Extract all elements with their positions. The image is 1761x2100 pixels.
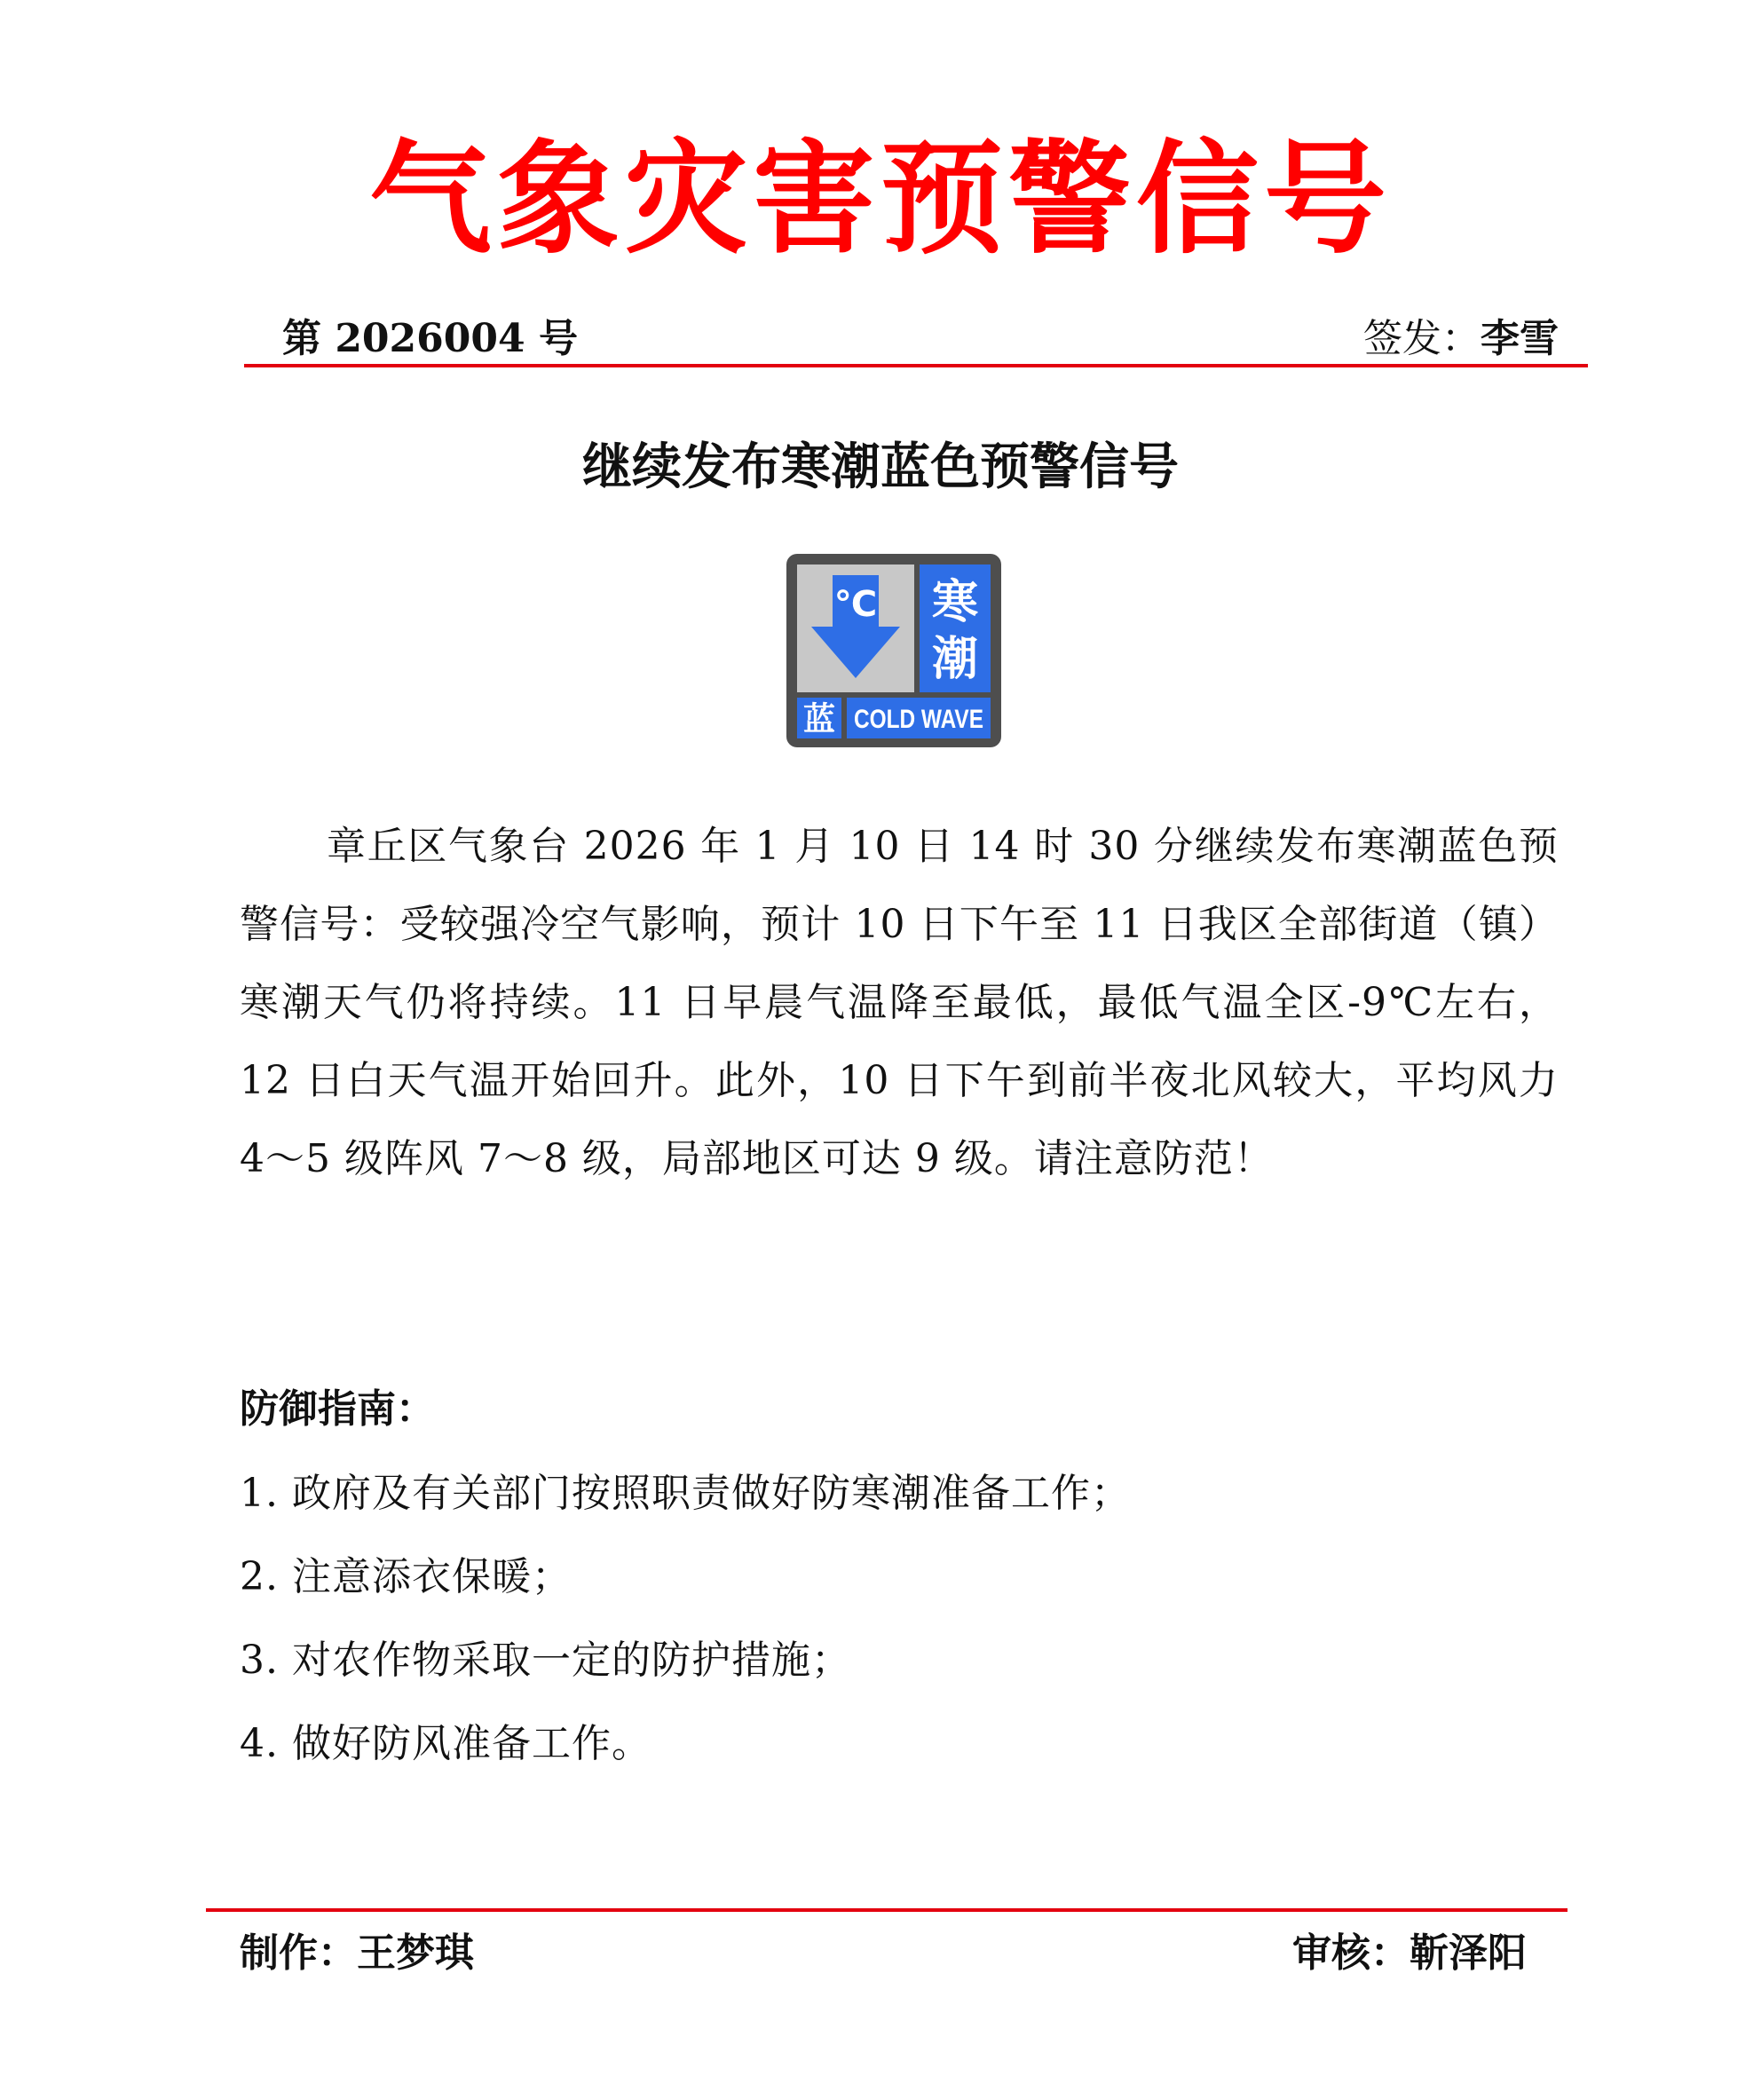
defense-guide-item: 2. 注意添衣保暖； [240, 1554, 572, 1599]
defense-guide-item: 3. 对农作物采取一定的防护措施； [240, 1638, 851, 1683]
defense-guide-item: 4. 做好防风准备工作。 [240, 1721, 651, 1766]
footer-divider [206, 1908, 1568, 1912]
warning-body-paragraph: 章丘区气象台 2026 年 1 月 10 日 14 时 30 分继续发布寒潮蓝色预警信号：受较强冷空气影响，预计 10 日下午至 11 日我区全部街道（镇）寒潮天气仍将持续。11 日早晨气温降至最低，最低气温全区-9℃左右，12 日白天气温开始回升。此外，10 日下午到前半夜北风较大，平均风力 4～5 级阵风 7～8 级，局部地区可达 9 级。请注意防范！ [240, 824, 1560, 1181]
maker [240, 1922, 474, 1985]
header-divider [244, 364, 1588, 367]
defense-guide-item: 1. 政府及有关部门按照职责做好防寒潮准备工作； [240, 1471, 1131, 1516]
reviewer-name: 靳泽阳 [1410, 1930, 1527, 1976]
document-number: 第 2026004 号 [282, 316, 578, 361]
temperature-symbol: ℃ [833, 584, 878, 625]
defense-guide-title: 防御指南： [240, 1386, 435, 1432]
masthead-title: 气象灾害预警信号 [368, 128, 1392, 271]
issuer-name: 李雪 [1481, 316, 1559, 361]
reviewer [1292, 1922, 1527, 1985]
cold-wave-blue-signal-icon [786, 554, 1001, 747]
issuer-label: 签发： [1363, 316, 1481, 361]
signal-graphic [786, 554, 1001, 747]
signal-char-cold: 寒 [931, 576, 979, 629]
signal-char-wave: 潮 [931, 633, 979, 686]
signal-level-char: 蓝 [802, 701, 836, 738]
signal-english-label: COLD WAVE [854, 705, 983, 734]
maker-name: 王梦琪 [357, 1930, 474, 1976]
maker-label: 制作： [240, 1930, 357, 1976]
defense-guide-list [240, 1452, 1131, 1786]
reviewer-label: 审核： [1292, 1930, 1410, 1976]
issuer [1363, 312, 1559, 366]
warning-headline: 继续发布寒潮蓝色预警信号 [582, 438, 1179, 496]
